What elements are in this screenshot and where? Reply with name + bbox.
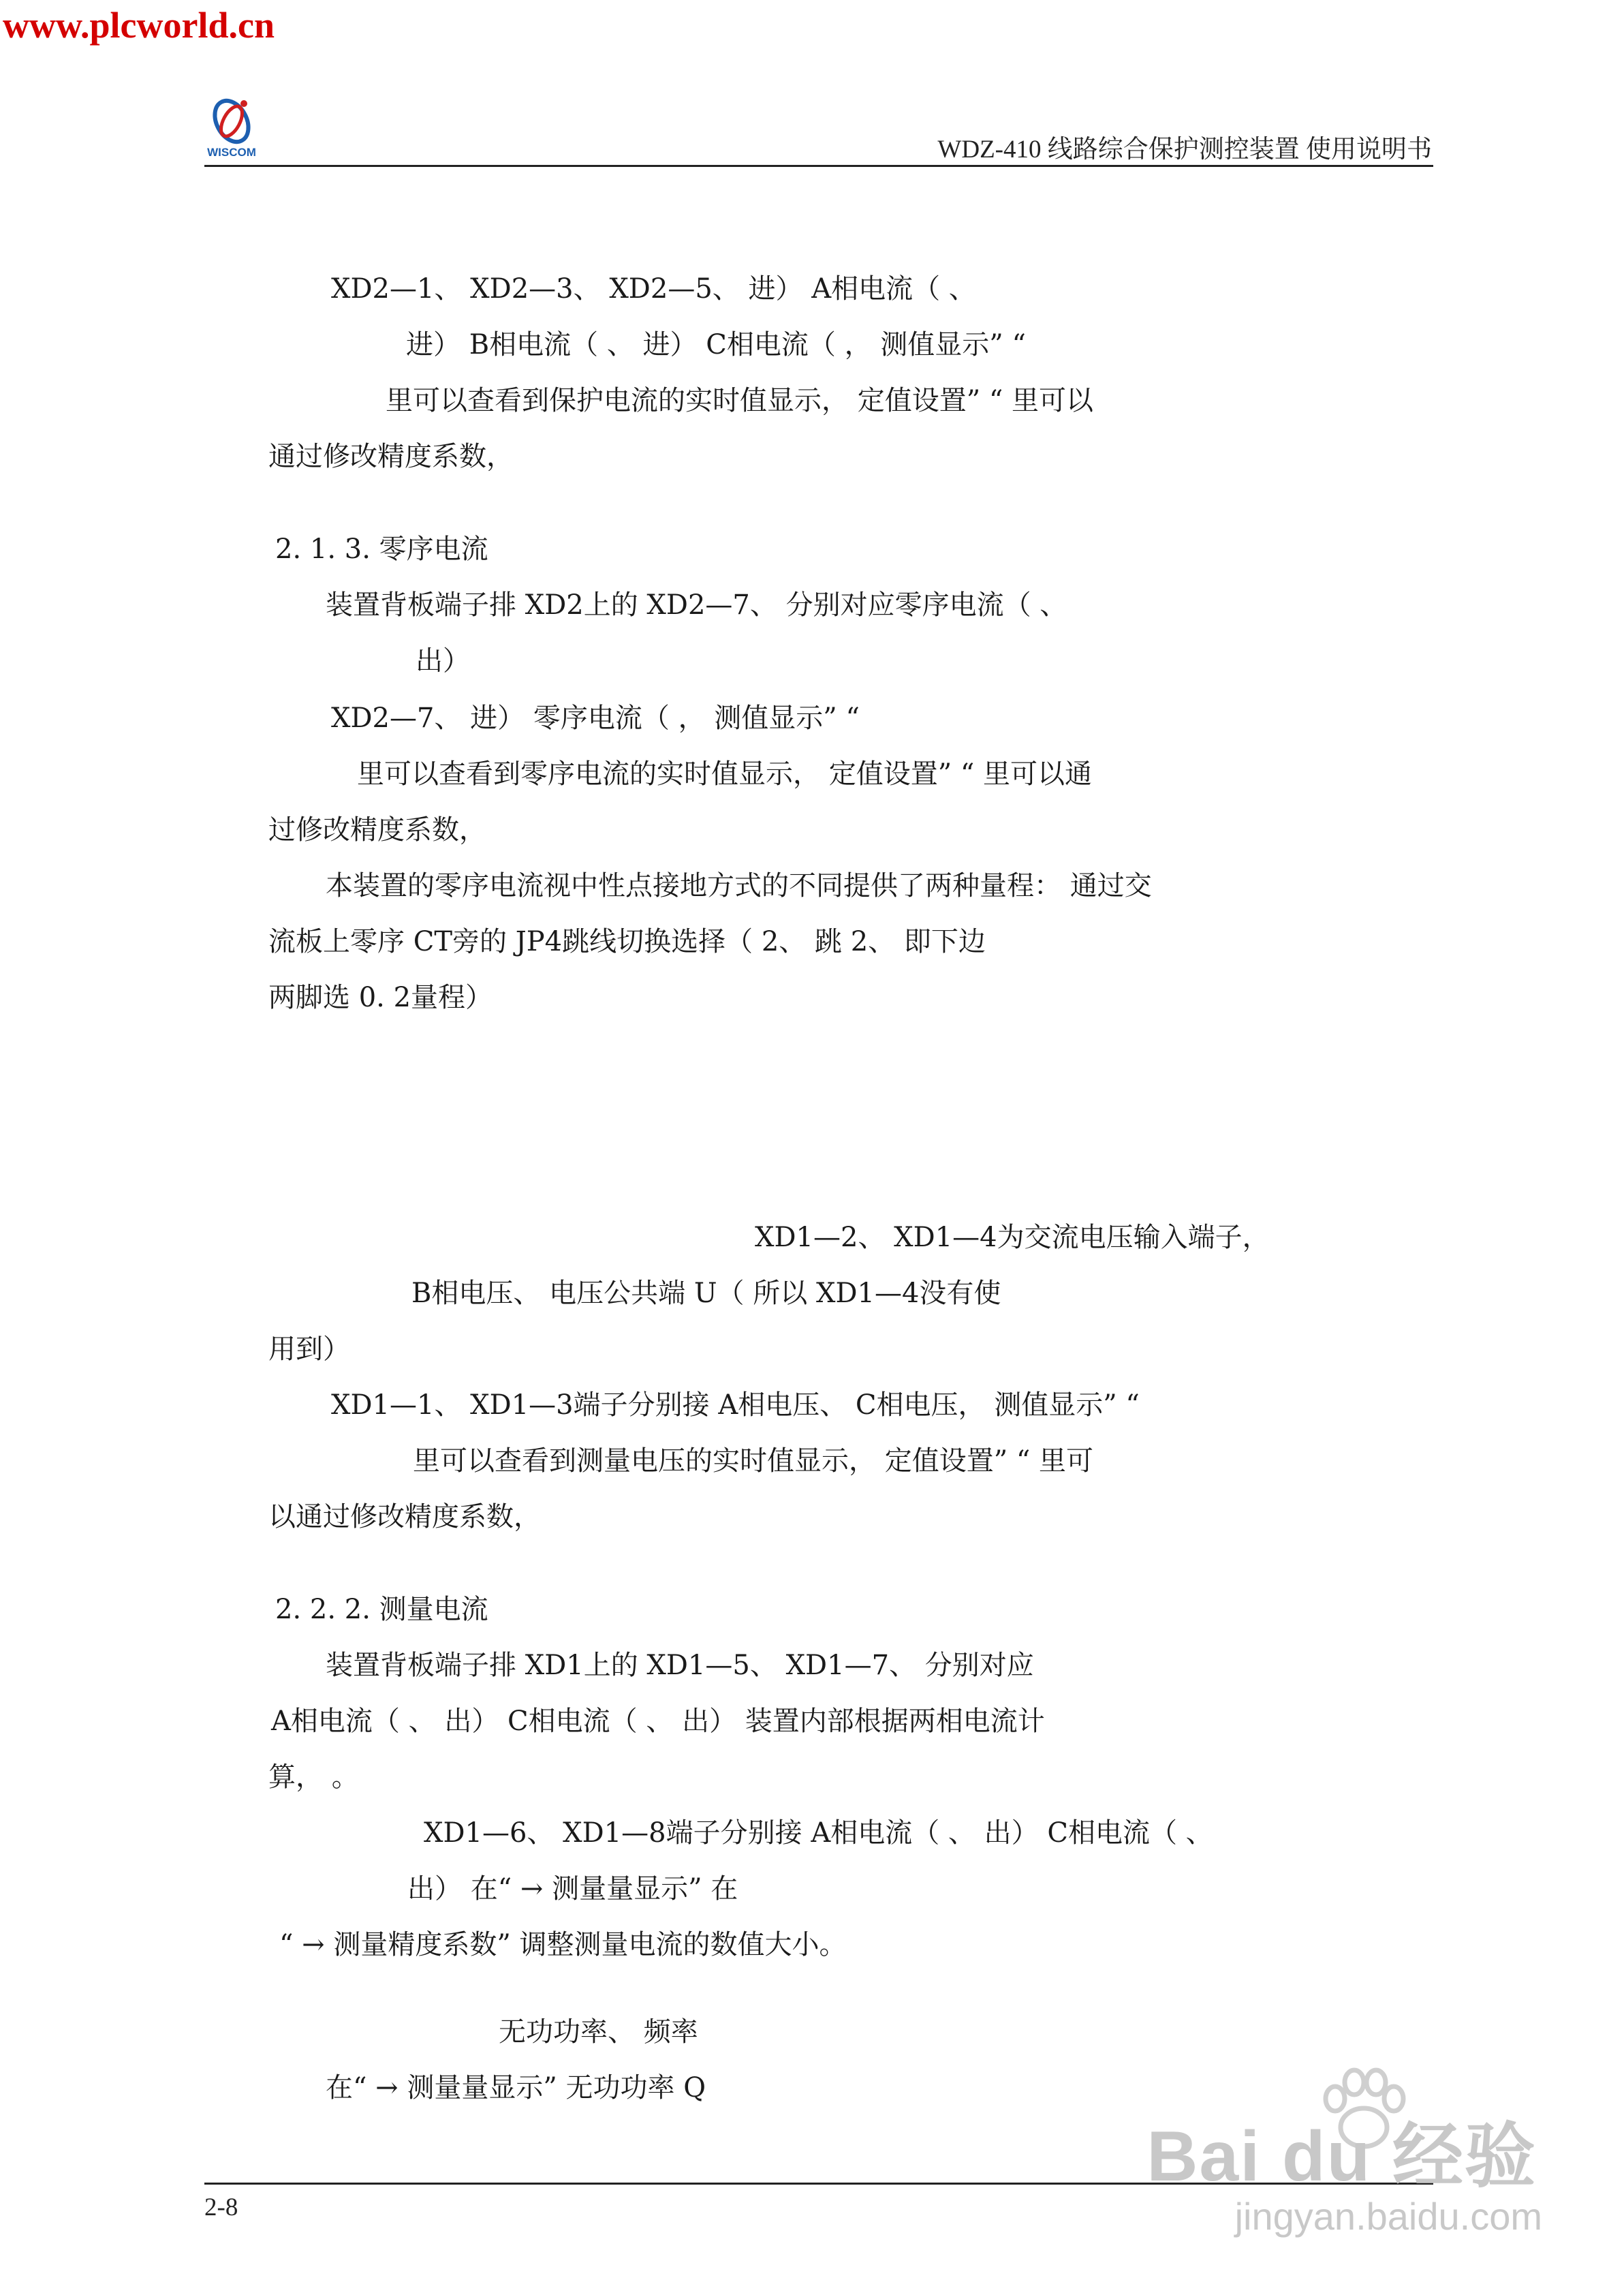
page-number: 2-8: [204, 2193, 238, 2221]
body-text-line: 2. 1. 3. 零序电流: [275, 534, 488, 565]
body-text-line: 通过修改精度系数，: [268, 441, 514, 472]
body-text-line: A相电流（ 、 出） C相电流（ 、 出） 装置内部根据两相电流计: [271, 1706, 1045, 1737]
body-text-line: 里可以查看到保护电流的实时值显示， 定值设置” “ 里可以: [386, 385, 1094, 416]
wiscom-logo: [204, 95, 259, 164]
body-text-line: 进） B相电流（ 、 进） C相电流（ ， 测值显示” “: [406, 329, 1026, 360]
body-text-line: 出） 在“ → 测量量显示” 在: [407, 1873, 738, 1905]
wiscom-logo-icon: [204, 95, 259, 147]
body-text-line: 过修改精度系数，: [268, 814, 486, 846]
baidu-jingyan-url: jingyan.baidu.com: [1234, 2195, 1542, 2238]
body-text-line: 用到）: [268, 1334, 350, 1365]
body-text-line: B相电压、 电压公共端 U（ 所以 XD1—4没有使: [411, 1278, 1001, 1309]
body-text-line: XD2—1、 XD2—3、 XD2—5、 进） A相电流（ 、: [331, 273, 976, 305]
body-text-line: 以通过修改精度系数，: [268, 1501, 541, 1532]
body-text-line: 装置背板端子排 XD2上的 XD2—7、 分别对应零序电流（ 、: [326, 589, 1067, 621]
body-text-line: “ → 测量精度系数” 调整测量电流的数值大小。: [279, 1929, 847, 1960]
body-text-line: XD2—7、 进） 零序电流（ ， 测值显示” “: [331, 703, 860, 734]
body-text-line: 流板上零序 CT旁的 JP4跳线切换选择（ 2、 跳 2、 即下边: [268, 926, 986, 957]
body-text-line: 在“ → 测量量显示” 无功功率 Q: [326, 2072, 706, 2104]
body-text-line: 两脚选 0. 2量程）: [268, 982, 493, 1013]
body-text-line: 2. 2. 2. 测量电流: [275, 1594, 488, 1625]
body-text-line: 装置背板端子排 XD1上的 XD1—5、 XD1—7、 分别对应: [326, 1650, 1034, 1681]
header-divider: [204, 165, 1433, 167]
body-text-line: XD1—6、 XD1—8端子分别接 A相电流（ 、 出） C相电流（ 、: [424, 1817, 1213, 1849]
body-text-line: XD1—2、 XD1—4为交流电压输入端子，: [755, 1222, 1270, 1253]
baidu-jingyan-watermark: Bai du 经验: [1146, 2117, 1537, 2196]
body-text-line: 本装置的零序电流视中性点接地方式的不同提供了两种量程： 通过交: [326, 870, 1152, 902]
logo-text: WISCOM: [207, 146, 256, 159]
body-text-line: 里可以查看到测量电压的实时值显示， 定值设置” “ 里可: [413, 1445, 1094, 1477]
body-text-line: 里可以查看到零序电流的实时值显示， 定值设置” “ 里可以通: [357, 758, 1093, 790]
body-text-line: 出）: [416, 645, 470, 677]
document-header-title: WDZ-410 线路综合保护测控装置 使用说明书: [937, 136, 1432, 164]
body-text-line: 算， 。: [268, 1761, 359, 1793]
site-url[interactable]: www.plcworld.cn: [3, 5, 275, 46]
body-text-line: XD1—1、 XD1—3端子分别接 A相电压、 C相电压， 测值显示” “: [331, 1389, 1140, 1421]
body-text-line: 无功功率、 频率: [499, 2016, 698, 2048]
